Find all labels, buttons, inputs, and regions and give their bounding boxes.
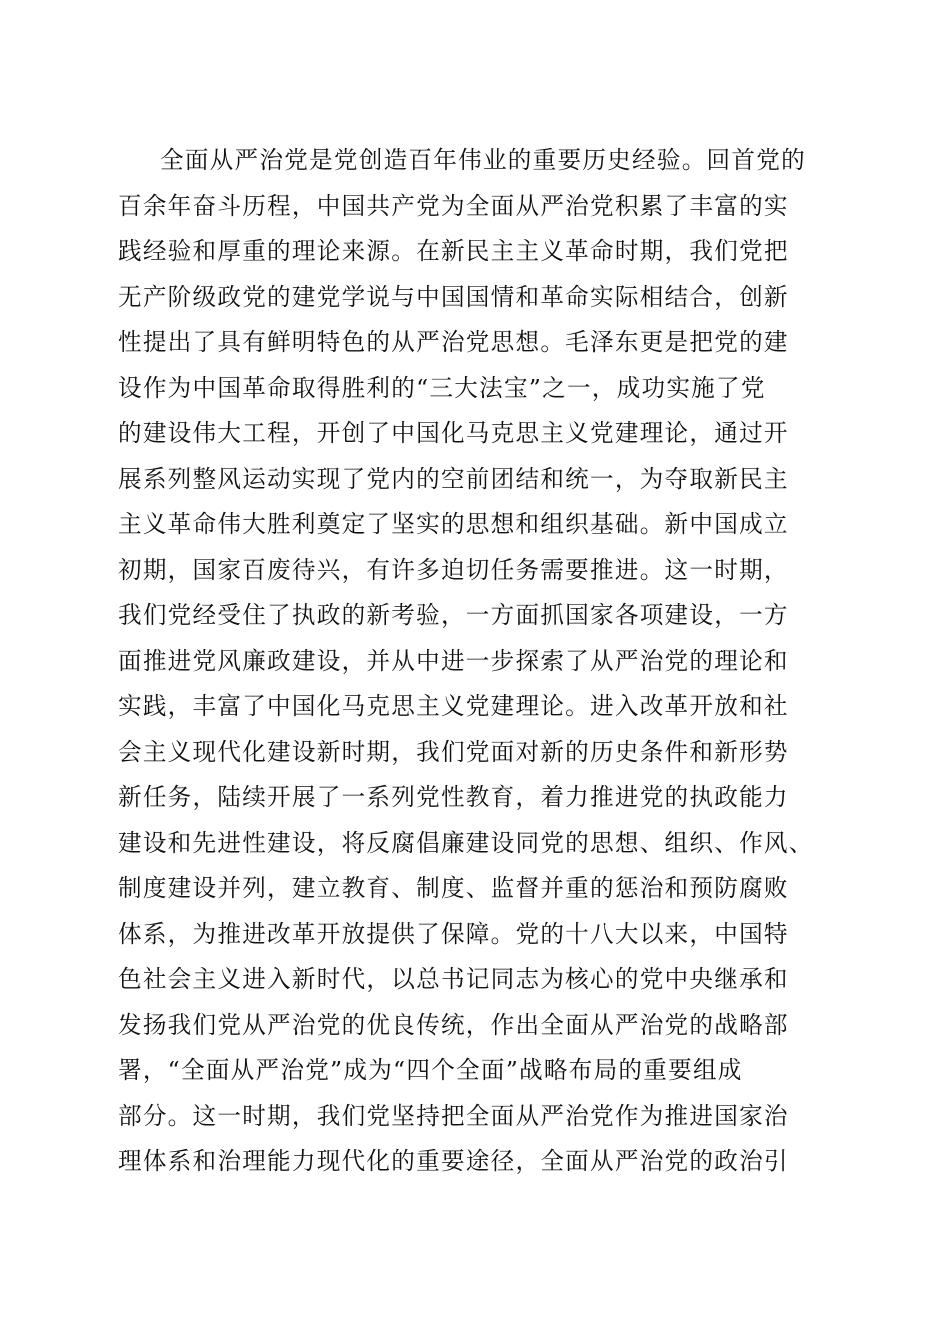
- paragraph-line: 建设和先进性建设，将反腐倡廉建设同党的思想、组织、作风、: [118, 828, 814, 857]
- paragraph-line: 无产阶级政党的建党学说与中国国情和革命实际相结合，创新: [118, 282, 789, 311]
- paragraph-line: 体系，为推进改革开放提供了保障。党的十八大以来，中国特: [118, 919, 789, 948]
- paragraph-line: 发扬我们党从严治党的优良传统，作出全面从严治党的战略部: [118, 1010, 789, 1039]
- paragraph-line: 设作为中国革命取得胜利的“三大法宝”之一，成功实施了党: [118, 373, 766, 402]
- paragraph-line: 展系列整风运动实现了党内的空前团结和统一，为夺取新民主: [118, 464, 789, 493]
- paragraph-line: 实践，丰富了中国化马克思主义党建理论。进入改革开放和社: [118, 692, 789, 720]
- paragraph-line: 百余年奋斗历程，中国共产党为全面从严治党积累了丰富的实: [118, 191, 789, 220]
- paragraph-line: 色社会主义进入新时代，以总书记同志为核心的党中央继承和: [118, 965, 789, 993]
- paragraph-line: 的建设伟大工程，开创了中国化马克思主义党建理论，通过开: [118, 419, 789, 447]
- paragraph-line: 全面从严治党是党创造百年伟业的重要历史经验。回首党的: [160, 146, 806, 174]
- paragraph-line: 制度建设并列，建立教育、制度、监督并重的惩治和预防腐败: [118, 874, 789, 902]
- paragraph-line: 部分。这一时期，我们党坚持把全面从严治党作为推进国家治: [118, 1101, 789, 1130]
- paragraph-line: 初期，国家百废待兴，有许多迫切任务需要推进。这一时期，: [118, 555, 789, 584]
- paragraph-line: 理体系和治理能力现代化的重要途径，全面从严治党的政治引: [118, 1147, 789, 1175]
- paragraph-line: 主义革命伟大胜利奠定了坚实的思想和组织基础。新中国成立: [118, 510, 789, 538]
- paragraph-line: 践经验和厚重的理论来源。在新民主主义革命时期，我们党把: [118, 237, 789, 265]
- paragraph-line: 面推进党风廉政建设，并从中进一步探索了从严治党的理论和: [118, 646, 789, 675]
- body-paragraph: [118, 138, 838, 1185]
- paragraph-line: 会主义现代化建设新时期，我们党面对新的历史条件和新形势: [118, 737, 789, 766]
- paragraph-line: 新任务，陆续开展了一系列党性教育，着力推进党的执政能力: [118, 783, 789, 811]
- paragraph-line: 署，“全面从严治党”成为“四个全面”战略布局的重要组成: [118, 1056, 743, 1084]
- paragraph-line: 性提出了具有鲜明特色的从严治党思想。毛泽东更是把党的建: [118, 328, 789, 356]
- paragraph-line: 我们党经受住了执政的新考验，一方面抓国家各项建设，一方: [118, 601, 789, 629]
